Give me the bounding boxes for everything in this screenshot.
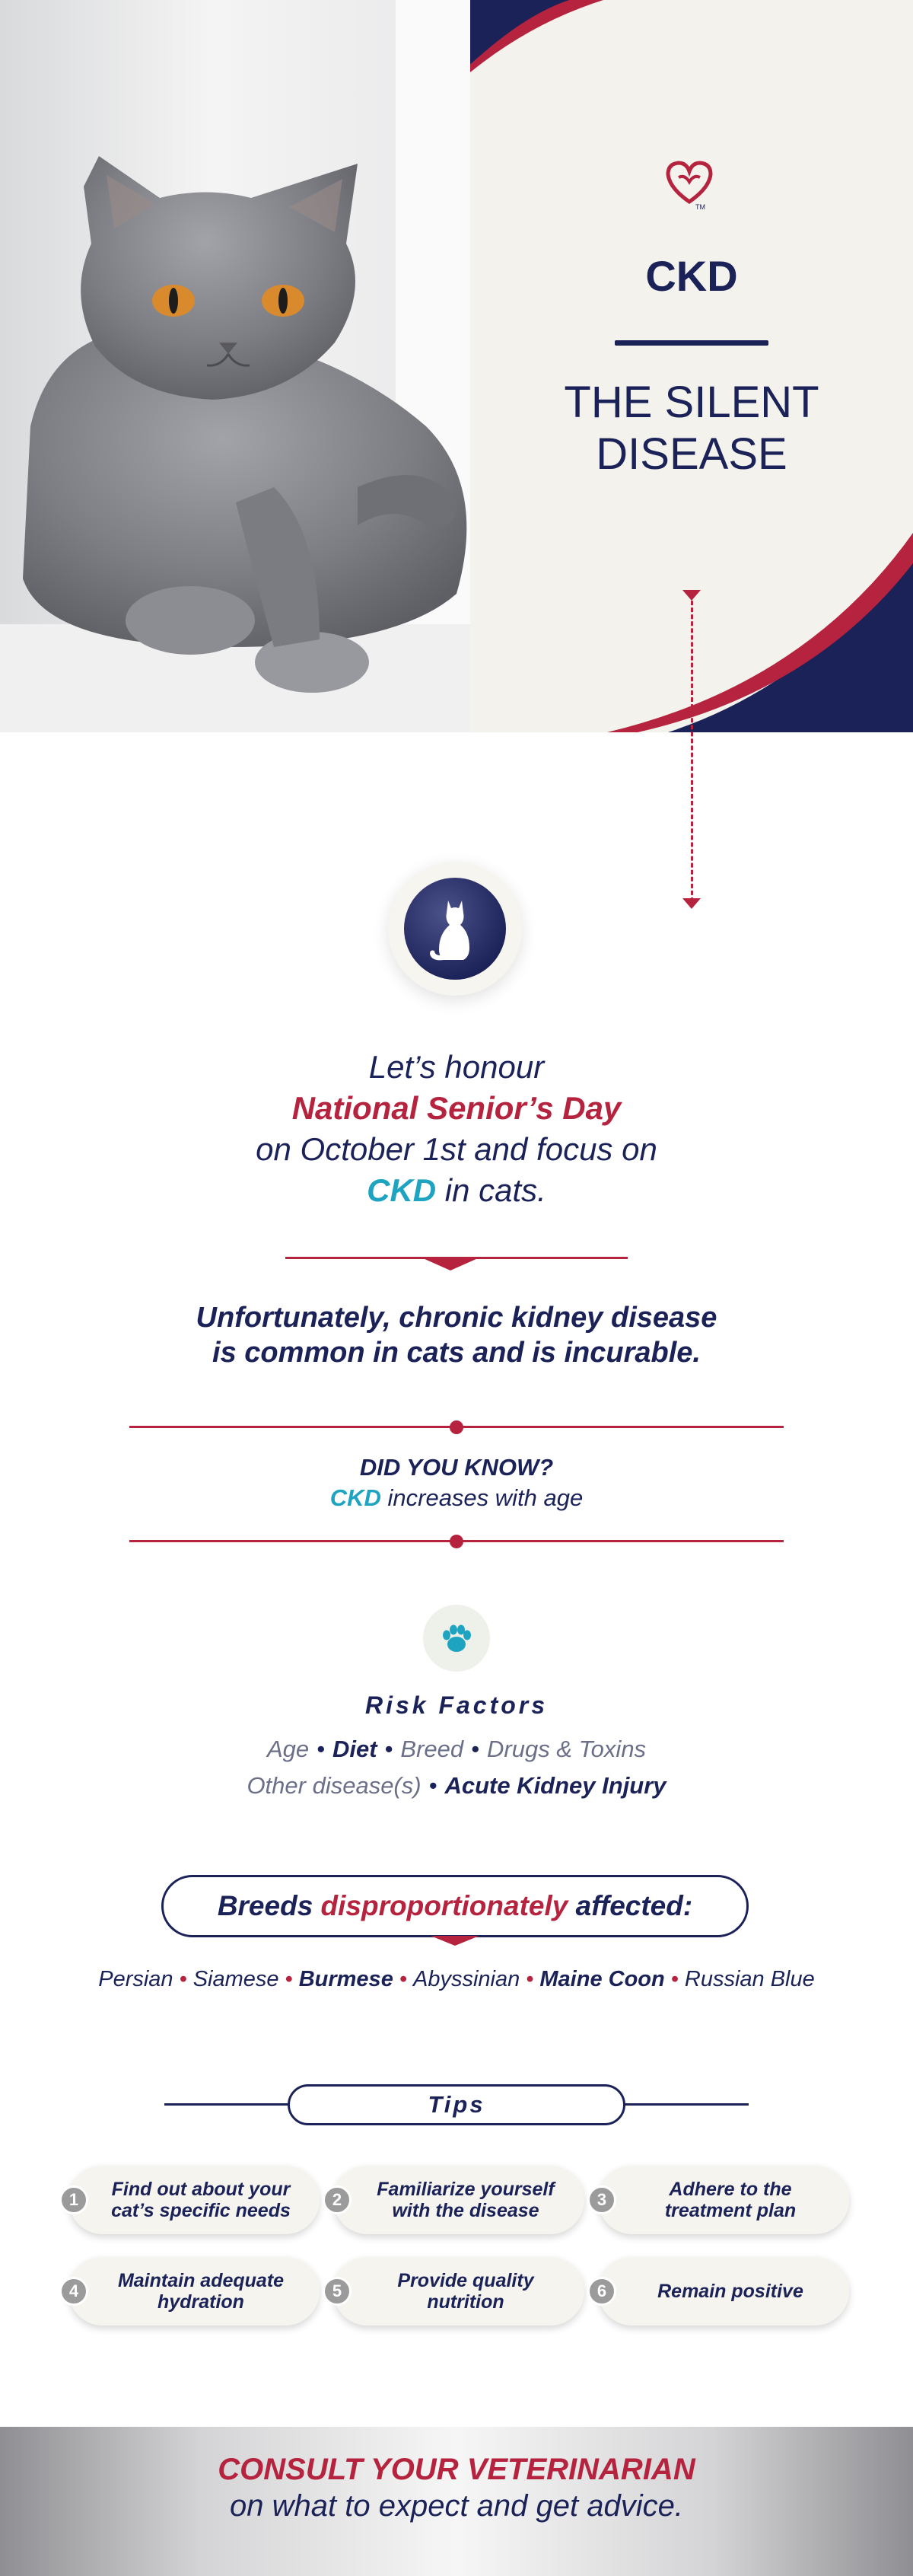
risk-age: Age — [266, 1736, 310, 1762]
risk-breed: Breed — [400, 1736, 464, 1762]
risk-aki: Acute Kidney Injury — [444, 1772, 666, 1799]
honour-line-4 — [0, 1170, 913, 1211]
breed-item: Maine Coon — [539, 1967, 665, 1991]
cat-photo-illustration — [0, 0, 472, 732]
tip-card — [68, 2257, 320, 2326]
breeds-title-post: affected: — [568, 1890, 693, 1921]
honour-line-4-rest: in cats. — [436, 1172, 546, 1208]
tip-number-badge: 2 — [323, 2185, 352, 2214]
breeds-title-pre: Breeds — [217, 1890, 321, 1921]
did-you-know-text — [0, 1484, 913, 1512]
heart-logo-icon — [662, 156, 717, 211]
honour-line-1: Let’s honour — [368, 1049, 545, 1085]
breed-item: Abyssinian — [412, 1967, 520, 1991]
tip-number-badge: 6 — [587, 2277, 616, 2306]
breeds-title-highlight: disproportionately — [320, 1890, 568, 1921]
paw-icon — [423, 1605, 490, 1672]
page-title: CKD — [645, 252, 738, 300]
subtitle-line-1: THE SILENT — [564, 378, 819, 427]
dyk-rest: increases with age — [380, 1484, 584, 1511]
breed-item: Burmese — [298, 1967, 393, 1991]
tip-card — [598, 2166, 849, 2234]
divider-notch — [423, 1258, 478, 1270]
risk-factors-row-2: Other disease(s) • Acute Kidney Injury — [247, 1772, 666, 1799]
tip-card — [333, 2257, 584, 2326]
risk-diet: Diet — [332, 1736, 377, 1762]
footer-cta: CONSULT YOUR VETERINARIAN — [218, 2453, 695, 2486]
dyk-ckd: CKD — [329, 1484, 381, 1511]
footer-subtext: on what to expect and get advice. — [230, 2489, 683, 2523]
tip-text-line: Familiarize yourself — [377, 2179, 555, 2200]
risk-factors-title: Risk Factors — [364, 1691, 549, 1719]
tips-rule-right — [624, 2103, 749, 2106]
tip-text-line: Provide quality — [397, 2270, 534, 2291]
dyk-top-dot — [450, 1420, 463, 1434]
cat-badge — [388, 862, 522, 996]
risk-drugs-toxins: Drugs & Toxins — [487, 1736, 647, 1762]
tip-text-line: treatment plan — [664, 2200, 797, 2221]
tip-text-line: Adhere to the — [669, 2179, 792, 2200]
did-you-know-title: DID YOU KNOW? — [359, 1454, 554, 1481]
statement-line-1: Unfortunately, chronic kidney disease — [196, 1302, 717, 1334]
subtitle-line-2: DISEASE — [596, 429, 787, 479]
tip-text-line: cat’s specific needs — [111, 2200, 291, 2221]
honour-line-3: on October 1st and focus on — [256, 1131, 657, 1167]
honour-message — [0, 1047, 913, 1211]
tip-text-line: hydration — [157, 2291, 244, 2313]
cat-silhouette-icon — [404, 878, 506, 980]
breeds-list: Persian • Siamese • Burmese • Abyssinian • Maine Coon • Russian Blue — [98, 1967, 815, 1991]
tip-number-badge: 3 — [587, 2185, 616, 2214]
honour-line-2: National Senior’s Day — [291, 1090, 622, 1126]
breeds-notch — [431, 1936, 479, 1946]
tips-title: Tips — [288, 2084, 625, 2125]
cat-photo — [0, 0, 472, 732]
breed-item: Persian — [98, 1967, 173, 1991]
risk-factors-row-1: Age • Diet • Breed • Drugs & Toxins — [266, 1736, 647, 1762]
tips-rule-left — [164, 2103, 289, 2106]
tip-text-line: Maintain adequate — [117, 2270, 285, 2291]
tip-card — [68, 2166, 320, 2234]
breed-item: Siamese — [192, 1967, 279, 1991]
page-subtitle — [470, 377, 913, 480]
honour-ckd: CKD — [367, 1172, 437, 1208]
breeds-heading — [161, 1875, 749, 1937]
paw-badge — [423, 1605, 490, 1672]
tip-number-badge: 4 — [59, 2277, 88, 2306]
tip-text-line: nutrition — [427, 2291, 504, 2313]
title-divider — [615, 340, 768, 346]
tip-text-line: Find out about your — [111, 2179, 291, 2200]
risk-other-disease: Other disease(s) — [247, 1772, 422, 1799]
tip-text-line: Remain positive — [657, 2281, 803, 2302]
tip-card — [598, 2257, 849, 2326]
tip-number-badge: 5 — [323, 2277, 352, 2306]
tip-card — [333, 2166, 584, 2234]
logo-tm: TM — [695, 203, 705, 211]
ckd-statement — [0, 1300, 913, 1370]
hero-section — [0, 0, 913, 732]
arrow-down-icon — [682, 898, 701, 909]
statement-line-2: is common in cats and is incurable. — [212, 1337, 701, 1369]
tip-text-line: with the disease — [392, 2200, 539, 2221]
breed-item: Russian Blue — [684, 1967, 815, 1991]
dyk-bottom-dot — [450, 1535, 463, 1548]
dashed-connector — [691, 594, 693, 902]
tip-number-badge: 1 — [59, 2185, 88, 2214]
